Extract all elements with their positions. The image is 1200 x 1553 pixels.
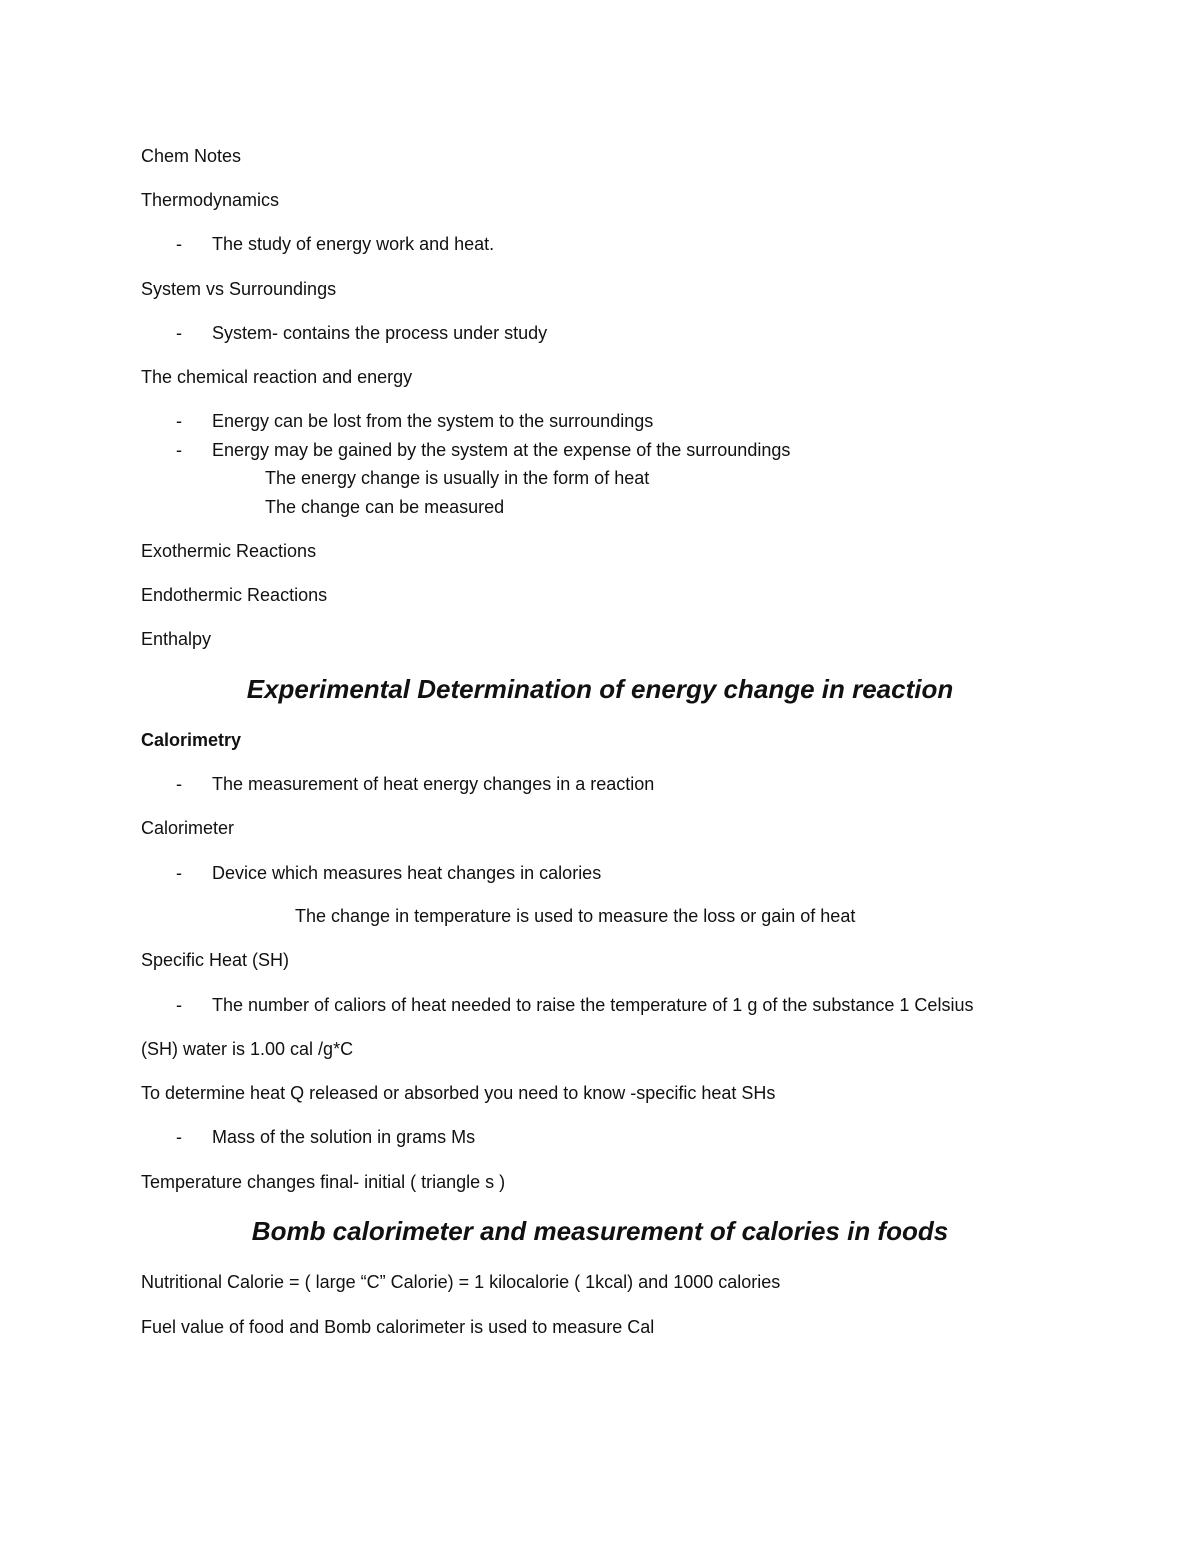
reaction-sub-2: The change can be measured xyxy=(265,497,505,517)
heading-exothermic: Exothermic Reactions xyxy=(141,541,317,561)
heading-specific-heat: Specific Heat (SH) xyxy=(141,950,290,970)
reaction-sub-1: The energy change is usually in the form of heat xyxy=(265,468,650,488)
determine-heat-line: To determine heat Q released or absorbed you need to know -specific heat SHs xyxy=(141,1083,776,1103)
heading-enthalpy: Enthalpy xyxy=(141,629,212,649)
heading-thermodynamics: Thermodynamics xyxy=(141,190,280,210)
calorimeter-note: The change in temperature is used to measure the loss or gain of heat xyxy=(295,906,856,926)
fuel-value-line: Fuel value of food and Bomb calorimeter is used to measure Cal xyxy=(141,1317,655,1337)
bullet-dash: - xyxy=(176,440,182,460)
heading-system: System vs Surroundings xyxy=(141,279,337,299)
heading-endothermic: Endothermic Reactions xyxy=(141,585,328,605)
system-bullet-1: System- contains the process under study xyxy=(212,323,548,343)
determine-bullet-1: Mass of the solution in grams Ms xyxy=(212,1127,476,1147)
temperature-changes-line: Temperature changes final- initial ( triangle s ) xyxy=(141,1172,506,1192)
nutritional-calorie-line: Nutritional Calorie = ( large “C” Calorie) = 1 kilocalorie ( 1kcal) and 1000 calories xyxy=(141,1272,781,1292)
bullet-dash: - xyxy=(176,411,182,431)
reaction-bullet-2: Energy may be gained by the system at the expense of the surroundings xyxy=(212,440,791,460)
thermo-bullet-1: The study of energy work and heat. xyxy=(212,234,495,254)
heading-reaction-energy: The chemical reaction and energy xyxy=(141,367,413,387)
section-heading-bomb: Bomb calorimeter and measurement of calories in foods xyxy=(251,1216,949,1246)
bullet-dash: - xyxy=(176,234,182,254)
bullet-dash: - xyxy=(176,323,182,343)
calorimeter-bullet-1: Device which measures heat changes in calories xyxy=(212,863,602,883)
bullet-dash: - xyxy=(176,1127,182,1147)
heading-calorimetry: Calorimetry xyxy=(141,730,242,750)
doc-title: Chem Notes xyxy=(141,146,242,166)
heading-calorimeter: Calorimeter xyxy=(141,818,235,838)
calorimetry-bullet-1: The measurement of heat energy changes in a reaction xyxy=(212,774,655,794)
bullet-dash: - xyxy=(176,995,182,1015)
specific-heat-bullet-1: The number of caliors of heat needed to raise the temperature of 1 g of the substance 1 Celsius xyxy=(212,995,974,1015)
reaction-bullet-1: Energy can be lost from the system to the surroundings xyxy=(212,411,654,431)
section-heading-experimental: Experimental Determination of energy change in reaction xyxy=(246,674,954,704)
specific-heat-water: (SH) water is 1.00 cal /g*C xyxy=(141,1039,354,1059)
bullet-dash: - xyxy=(176,774,182,794)
bullet-dash: - xyxy=(176,863,182,883)
